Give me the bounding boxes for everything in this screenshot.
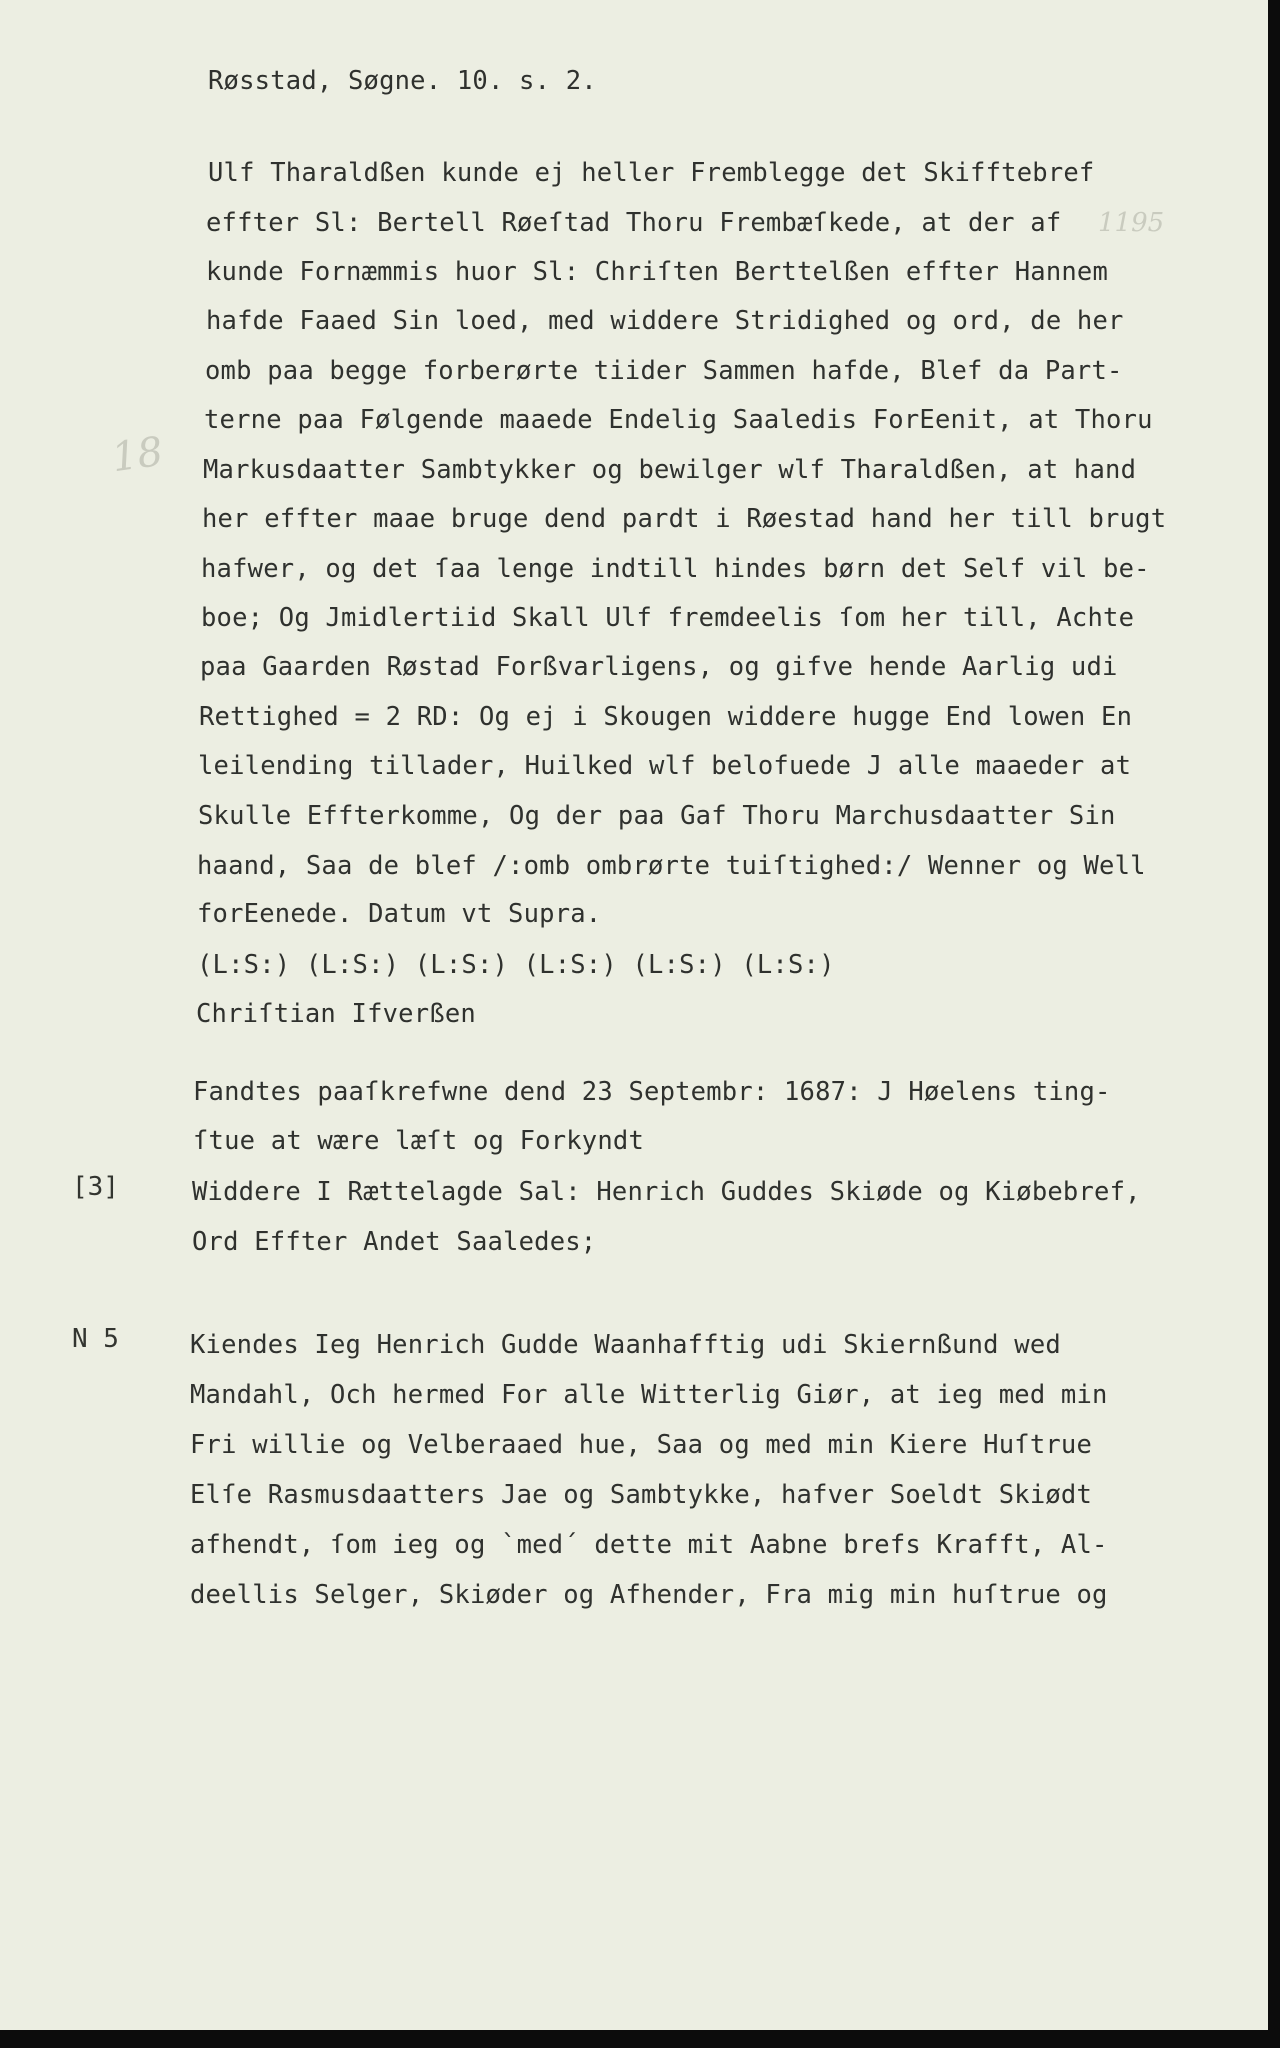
text-line: kunde Fornæmmis huor Sl: Chriſten Berttelßen effter Hannem xyxy=(206,257,1109,287)
text-line: hafwer, og det ſaa lenge indtill hindes børn det Self vil be- xyxy=(201,554,1150,584)
text-line: her effter maae bruge dend pardt i Røestad hand her till brugt xyxy=(202,504,1167,534)
signature: Chriſtian Ifverßen xyxy=(196,999,476,1029)
text-line: afhendt, ſom ieg og `med´ dette mit Aabne brefs Krafft, Al- xyxy=(190,1530,1108,1560)
seal-markers: (L:S:) (L:S:) (L:S:) (L:S:) (L:S:) (L:S:) xyxy=(197,950,835,980)
page-reference: Røsstad, Søgne. 10. s. 2. xyxy=(208,66,597,96)
text-line: Fri willie og Velberaaed hue, Saa og med min Kiere Huſtrue xyxy=(190,1430,1093,1460)
text-line: omb paa begge forberørte tiider Sammen hafde, Blef da Part- xyxy=(205,356,1123,386)
text-line: Elſe Rasmusdaatters Jae og Sambtykke, hafver Soeldt Skiødt xyxy=(190,1480,1093,1510)
text-line: Ulf Tharaldßen kunde ej heller Fremblegge det Skifftebref xyxy=(208,158,1095,188)
text-line: Rettighed = 2 RD: Og ej i Skougen widdere hugge End lowen En xyxy=(199,702,1133,732)
text-line: leilending tillader, Huilked wlf belofuede J alle maaeder at xyxy=(198,751,1132,781)
text-line: effter Sl: Bertell Røeſtad Thoru Frembæſkede, at der af xyxy=(206,208,1062,238)
margin-label: [3] xyxy=(72,1172,119,1202)
text-line: ſtue at wære læſt og Forkyndt xyxy=(193,1126,645,1156)
text-line: Markusdaatter Sambtykker og bewilger wlf Tharaldßen, at hand xyxy=(203,455,1137,485)
text-line: Fandtes paaſkrefwne dend 23 Septembr: 1687: J Høelens ting- xyxy=(193,1077,1111,1107)
text-line: haand, Saa de blef /:omb ombrørte tuiſtighed:/ Wenner og Well xyxy=(197,851,1146,881)
text-line: Mandahl, Och hermed For alle Witterlig Giør, at ieg med min xyxy=(190,1380,1108,1410)
text-line: Kiendes Ieg Henrich Gudde Waanhafftig udi Skiernßund wed xyxy=(190,1330,1061,1360)
margin-label: N 5 xyxy=(72,1324,119,1354)
text-line: deellis Selger, Skiøder og Afhender, Fra mig min huſtrue og xyxy=(190,1580,1108,1610)
text-line: forEenede. Datum vt Supra. xyxy=(197,899,602,929)
text-line: Ord Effter Andet Saaledes; xyxy=(192,1227,597,1257)
text-line: hafde Faaed Sin loed, med widdere Stridighed og ord, de her xyxy=(206,306,1124,336)
text-line: boe; Og Jmidlertiid Skall Ulf fremdeelis ſom her till, Achte xyxy=(201,603,1135,633)
text-line: Skulle Effterkomme, Og der paa Gaf Thoru Marchusdaatter Sin xyxy=(198,801,1116,831)
text-line: terne paa Følgende maaede Endelig Saaledis ForEenit, at Thoru xyxy=(204,405,1153,435)
pencil-mark-folio: 1195 xyxy=(1098,208,1165,238)
text-line: paa Gaarden Røstad Forßvarligens, og gifve hende Aarlig udi xyxy=(200,652,1118,682)
pencil-mark-margin: 18 xyxy=(109,428,166,482)
text-line: Widdere I Rættelagde Sal: Henrich Guddes Skiøde og Kiøbebref, xyxy=(192,1177,1141,1207)
